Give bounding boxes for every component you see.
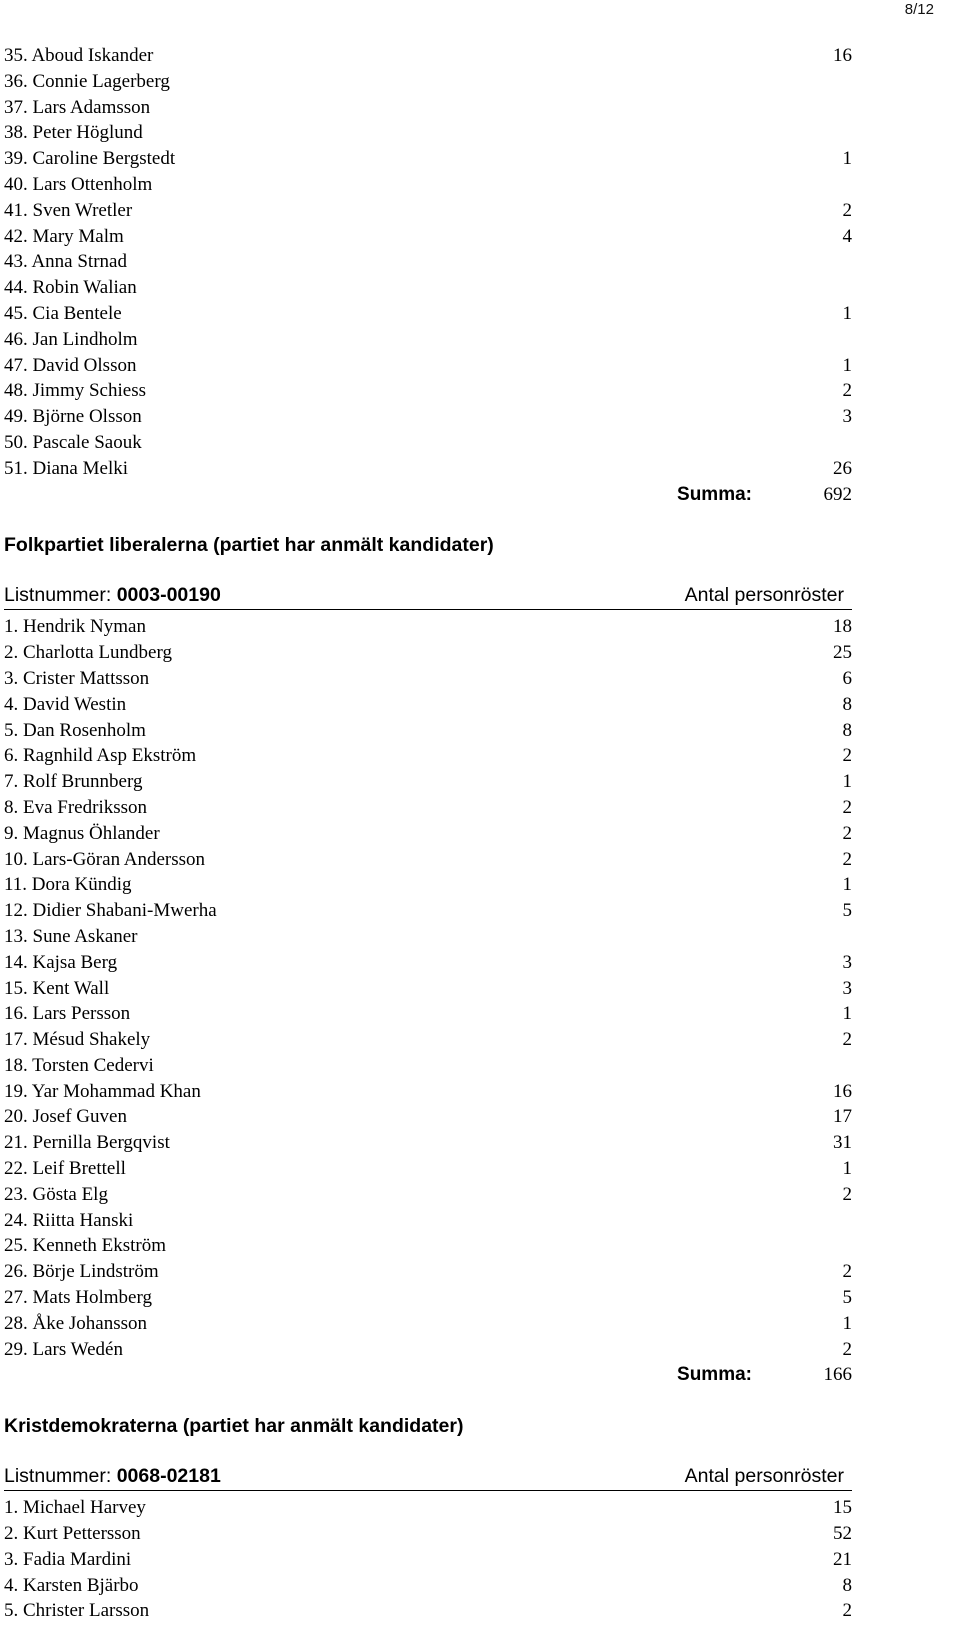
candidate-votes: 1	[842, 148, 852, 170]
summa-label: Summa:	[677, 1364, 752, 1386]
candidate-votes: 2	[842, 380, 852, 402]
candidate-votes: 2	[842, 1600, 852, 1622]
candidate-name: 24. Riitta Hanski	[4, 1209, 134, 1231]
candidate-row	[4, 327, 852, 353]
candidate-name: 3. Fadia Mardini	[4, 1548, 132, 1570]
candidate-votes: 1	[842, 1312, 852, 1334]
candidate-name: 23. Gösta Elg	[4, 1183, 108, 1205]
candidate-name: 39. Caroline Bergstedt	[4, 148, 176, 170]
candidate-row	[4, 1598, 852, 1624]
candidate-votes: 18	[833, 616, 852, 638]
candidate-row	[4, 120, 852, 146]
candidate-votes: 5	[842, 1287, 852, 1309]
candidate-row	[4, 353, 852, 379]
candidate-row	[4, 1233, 852, 1259]
candidate-votes: 2	[842, 796, 852, 818]
candidate-row	[4, 666, 852, 692]
candidate-name: 22. Leif Brettell	[4, 1158, 126, 1180]
candidate-name: 49. Björne Olsson	[4, 406, 142, 428]
candidate-list-kristdemokraterna	[4, 1491, 852, 1624]
candidate-votes: 2	[842, 848, 852, 870]
folkpartiet-summa	[4, 1362, 852, 1388]
list-number-label: Listnummer: 0068-02181	[4, 1465, 221, 1488]
candidate-votes: 31	[833, 1132, 852, 1154]
candidate-name: 5. Dan Rosenholm	[4, 719, 146, 741]
candidate-row	[4, 718, 852, 744]
candidate-votes: 8	[842, 693, 852, 715]
candidate-row	[4, 1521, 852, 1547]
candidate-votes: 2	[842, 1029, 852, 1051]
candidate-votes: 52	[833, 1523, 852, 1545]
candidate-row	[4, 1285, 852, 1311]
candidate-votes: 2	[842, 1183, 852, 1205]
candidate-row	[4, 1573, 852, 1599]
previous-list-summa	[4, 482, 852, 508]
candidate-name: 20. Josef Guven	[4, 1106, 127, 1128]
candidate-votes: 8	[842, 719, 852, 741]
candidate-votes: 26	[833, 457, 852, 479]
candidate-name: 5. Christer Larsson	[4, 1600, 150, 1622]
candidate-name: 51. Diana Melki	[4, 457, 129, 479]
candidate-name: 45. Cia Bentele	[4, 302, 122, 324]
candidate-name: 47. David Olsson	[4, 354, 137, 376]
candidate-row	[4, 1027, 852, 1053]
candidate-row	[4, 821, 852, 847]
candidate-row	[4, 1130, 852, 1156]
candidate-name: 9. Magnus Öhlander	[4, 822, 160, 844]
candidate-name: 36. Connie Lagerberg	[4, 70, 170, 92]
candidate-row	[4, 198, 852, 224]
summa-value: 166	[823, 1364, 852, 1386]
candidate-name: 40. Lars Ottenholm	[4, 173, 153, 195]
candidate-votes: 3	[842, 977, 852, 999]
summa-value: 692	[823, 483, 852, 505]
candidate-name: 16. Lars Persson	[4, 1003, 131, 1025]
candidate-name: 17. Mésud Shakely	[4, 1029, 151, 1051]
candidate-row	[4, 769, 852, 795]
candidate-name: 1. Hendrik Nyman	[4, 616, 146, 638]
candidate-row	[4, 743, 852, 769]
candidate-row	[4, 1311, 852, 1337]
candidate-name: 15. Kent Wall	[4, 977, 110, 999]
candidate-votes: 16	[833, 45, 852, 66]
candidate-votes: 2	[842, 822, 852, 844]
candidate-row	[4, 1079, 852, 1105]
candidate-name: 48. Jimmy Schiess	[4, 380, 146, 402]
candidate-row	[4, 898, 852, 924]
candidate-name: 7. Rolf Brunnberg	[4, 771, 143, 793]
list-header-kristdemokraterna	[4, 1463, 852, 1491]
candidate-name: 38. Peter Höglund	[4, 122, 143, 144]
candidate-name: 50. Pascale Saouk	[4, 431, 142, 453]
candidate-row	[4, 950, 852, 976]
candidate-name: 27. Mats Holmberg	[4, 1287, 152, 1309]
candidate-name: 19. Yar Mohammad Khan	[4, 1080, 201, 1102]
candidate-row	[4, 1547, 852, 1573]
candidate-name: 46. Jan Lindholm	[4, 328, 138, 350]
candidate-row	[4, 1208, 852, 1234]
candidate-row	[4, 224, 852, 250]
candidate-row	[4, 1182, 852, 1208]
candidate-row	[4, 1259, 852, 1285]
candidate-row	[4, 69, 852, 95]
candidate-name: 26. Börje Lindström	[4, 1261, 159, 1283]
candidate-votes: 5	[842, 900, 852, 922]
party-title-folkpartiet: Folkpartiet liberalerna (partiet har anmält kandidater)	[4, 534, 494, 557]
candidate-name: 12. Didier Shabani-Mwerha	[4, 900, 217, 922]
candidate-row	[4, 976, 852, 1002]
candidate-name: 6. Ragnhild Asp Ekström	[4, 745, 197, 767]
candidate-row	[4, 95, 852, 121]
candidate-row	[4, 249, 852, 275]
candidate-votes: 4	[842, 225, 852, 247]
candidate-row	[4, 692, 852, 718]
candidate-name: 28. Åke Johansson	[4, 1312, 148, 1334]
candidate-votes: 21	[833, 1548, 852, 1570]
candidate-votes: 2	[842, 199, 852, 221]
candidate-row	[4, 924, 852, 950]
candidate-votes: 1	[842, 302, 852, 324]
candidate-list-folkpartiet	[4, 610, 852, 1362]
candidate-votes: 1	[842, 354, 852, 376]
candidate-row	[4, 172, 852, 198]
candidate-row	[4, 430, 852, 456]
candidate-row	[4, 378, 852, 404]
candidate-name: 4. Karsten Bjärbo	[4, 1574, 139, 1596]
candidate-row	[4, 146, 852, 172]
candidate-name: 3. Crister Mattsson	[4, 667, 150, 689]
candidate-row	[4, 614, 852, 640]
candidate-name: 44. Robin Walian	[4, 277, 137, 299]
candidate-votes: 2	[842, 1338, 852, 1360]
candidate-row	[4, 1156, 852, 1182]
list-header-folkpartiet	[4, 582, 852, 610]
candidate-votes: 3	[842, 406, 852, 428]
candidate-name: 1. Michael Harvey	[4, 1497, 146, 1519]
candidate-name: 11. Dora Kündig	[4, 874, 132, 896]
candidate-votes: 2	[842, 1261, 852, 1283]
candidate-row	[4, 456, 852, 482]
candidate-votes: 2	[842, 745, 852, 767]
candidate-name: 41. Sven Wretler	[4, 199, 133, 221]
candidate-votes: 16	[833, 1080, 852, 1102]
candidate-row	[4, 404, 852, 430]
candidate-name: 25. Kenneth Ekström	[4, 1235, 167, 1257]
candidate-row	[4, 1001, 852, 1027]
candidate-name: 37. Lars Adamsson	[4, 96, 151, 118]
list-number: 0068-02181	[116, 1465, 221, 1488]
candidate-name: 2. Kurt Pettersson	[4, 1523, 141, 1545]
candidate-row	[4, 301, 852, 327]
results-document	[4, 43, 852, 1624]
candidate-name: 8. Eva Fredriksson	[4, 796, 148, 818]
candidate-votes: 1	[842, 1158, 852, 1180]
candidate-name: 29. Lars Wedén	[4, 1338, 123, 1360]
page-number: 8/12	[904, 1, 934, 18]
candidate-votes: 3	[842, 951, 852, 973]
candidate-name: 13. Sune Askaner	[4, 925, 138, 947]
list-number-label: Listnummer: 0003-00190	[4, 584, 221, 607]
previous-list-rows	[4, 43, 852, 482]
candidate-row	[4, 1104, 852, 1130]
candidate-votes: 17	[833, 1106, 852, 1128]
candidate-name: 10. Lars-Göran Andersson	[4, 848, 206, 870]
candidate-row	[4, 795, 852, 821]
candidate-name: 35. Aboud Iskander	[4, 45, 154, 66]
antal-personroster-label: Antal personröster	[684, 1465, 844, 1488]
candidate-name: 14. Kajsa Berg	[4, 951, 118, 973]
candidate-votes: 25	[833, 642, 852, 664]
candidate-votes: 6	[842, 667, 852, 689]
candidate-votes: 1	[842, 1003, 852, 1025]
candidate-name: 43. Anna Strnad	[4, 251, 127, 273]
candidate-votes: 15	[833, 1497, 852, 1519]
candidate-row	[4, 640, 852, 666]
candidate-row	[4, 43, 852, 69]
candidate-row	[4, 1495, 852, 1521]
candidate-name: 42. Mary Malm	[4, 225, 124, 247]
summa-label: Summa:	[677, 483, 752, 505]
candidate-row	[4, 847, 852, 873]
candidate-votes: 1	[842, 874, 852, 896]
party-title-kristdemokraterna: Kristdemokraterna (partiet har anmält kandidater)	[4, 1415, 464, 1438]
candidate-votes: 8	[842, 1574, 852, 1596]
antal-personroster-label: Antal personröster	[684, 584, 844, 607]
candidate-row	[4, 275, 852, 301]
candidate-name: 21. Pernilla Bergqvist	[4, 1132, 170, 1154]
candidate-row	[4, 1053, 852, 1079]
candidate-votes: 1	[842, 771, 852, 793]
candidate-name: 18. Torsten Cedervi	[4, 1054, 154, 1076]
candidate-row	[4, 872, 852, 898]
candidate-row	[4, 1337, 852, 1363]
list-number: 0003-00190	[116, 584, 221, 607]
candidate-name: 2. Charlotta Lundberg	[4, 642, 172, 664]
candidate-name: 4. David Westin	[4, 693, 127, 715]
